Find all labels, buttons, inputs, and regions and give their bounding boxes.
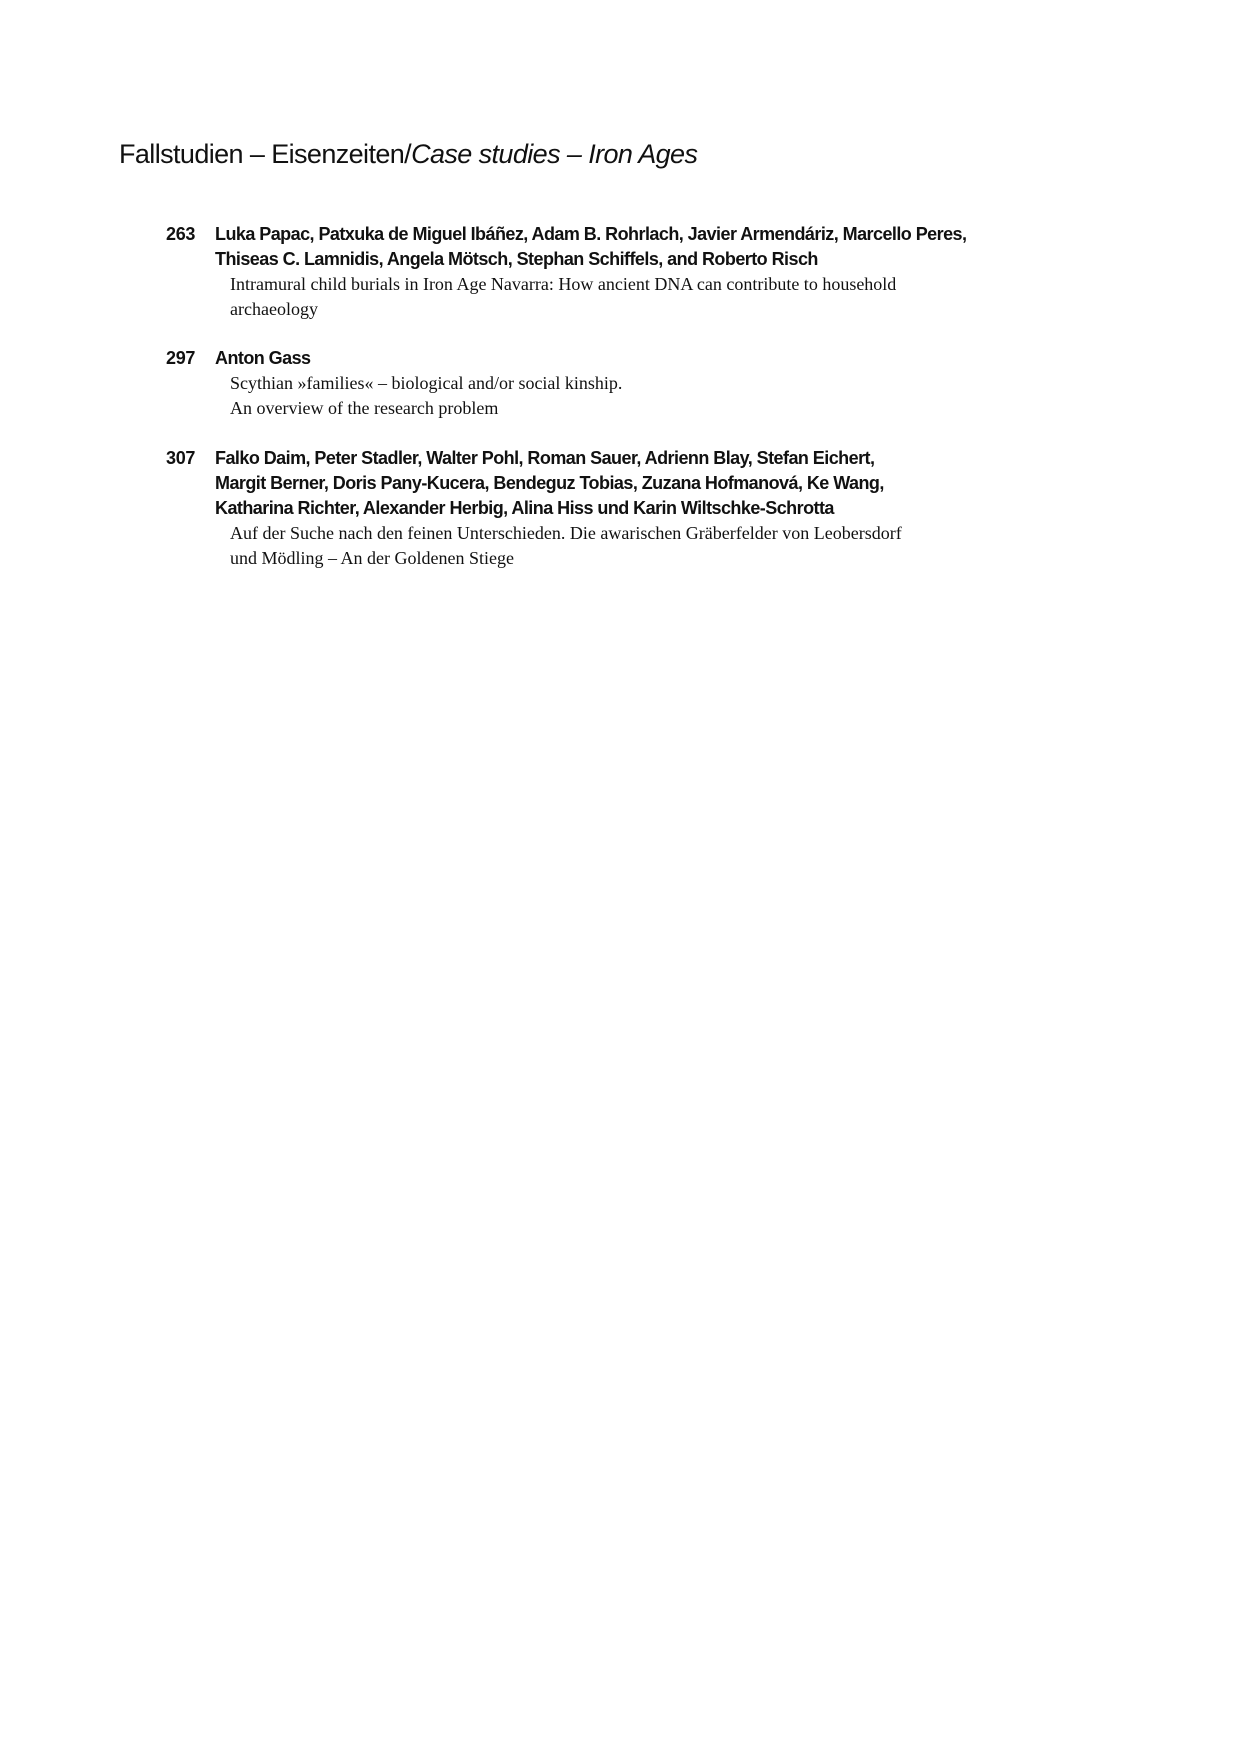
author-line: Falko Daim, Peter Stadler, Walter Pohl, Roman Sauer, Adrienn Blay, Stefan Eichert, xyxy=(215,448,875,468)
title-line: Auf der Suche nach den feinen Unterschieden. Die awarischen Gräberfelder von Leobersdorf xyxy=(230,523,902,543)
author-line: Katharina Richter, Alexander Herbig, Alina Hiss und Karin Wiltschke-Schrotta xyxy=(215,498,834,518)
author-line: Margit Berner, Doris Pany-Kucera, Bendeguz Tobias, Zuzana Hofmanová, Ke Wang, xyxy=(215,473,884,493)
entry-authors xyxy=(215,346,1026,371)
page-number: 297 xyxy=(166,348,196,368)
page-number: 307 xyxy=(166,448,196,468)
section-heading-english: Case studies – Iron Ages xyxy=(411,139,698,169)
author-line: Thiseas C. Lamnidis, Angela Mötsch, Stephan Schiffels, and Roberto Risch xyxy=(215,249,818,269)
toc-entry xyxy=(166,222,1026,322)
title-line: An overview of the research problem xyxy=(230,398,499,418)
entry-authors xyxy=(215,446,1026,521)
title-line: Scythian »families« – biological and/or social kinship. xyxy=(230,373,623,393)
author-line: Anton Gass xyxy=(215,348,311,368)
toc-entry xyxy=(166,446,1026,571)
title-line: und Mödling – An der Goldenen Stiege xyxy=(230,548,514,568)
section-heading-german: Fallstudien – Eisenzeiten/ xyxy=(119,139,412,169)
toc-entry xyxy=(166,346,1026,421)
entry-title xyxy=(230,521,1026,571)
section-heading xyxy=(119,136,697,172)
author-line: Luka Papac, Patxuka de Miguel Ibáñez, Adam B. Rohrlach, Javier Armendáriz, Marcello Peres, xyxy=(215,224,967,244)
title-line: archaeology xyxy=(230,299,318,319)
entry-title xyxy=(230,371,1026,421)
entry-title xyxy=(230,272,1026,322)
page-number: 263 xyxy=(166,224,196,244)
title-line: Intramural child burials in Iron Age Navarra: How ancient DNA can contribute to household xyxy=(230,274,897,294)
entry-authors xyxy=(215,222,1026,272)
